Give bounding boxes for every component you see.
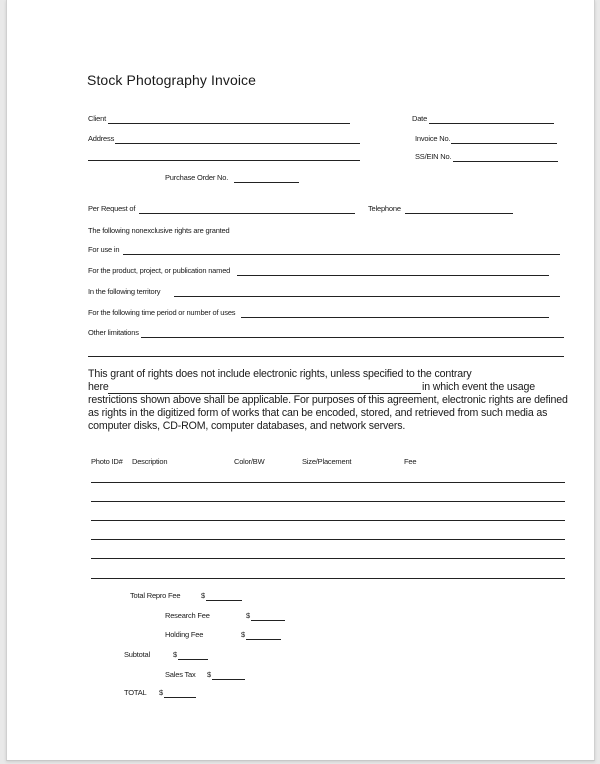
rights-paragraph-line2-start: here bbox=[88, 381, 109, 393]
territory-field[interactable] bbox=[174, 296, 560, 297]
per-request-field[interactable] bbox=[139, 213, 355, 214]
other-limitations-field-line2[interactable] bbox=[88, 356, 564, 357]
column-photo-id: Photo ID# bbox=[91, 457, 123, 466]
product-field[interactable] bbox=[237, 275, 549, 276]
invoice-no-field[interactable] bbox=[451, 143, 557, 144]
column-description: Description bbox=[132, 457, 168, 466]
rights-paragraph-line3: restrictions shown above shall be applicable. For purposes of this agreement, electronic rights are defined bbox=[88, 394, 568, 406]
rights-granted-label: The following nonexclusive rights are granted bbox=[88, 226, 230, 235]
table-row[interactable] bbox=[91, 482, 565, 483]
date-label: Date bbox=[412, 114, 428, 123]
address-label: Address bbox=[88, 134, 115, 143]
table-row[interactable] bbox=[91, 520, 565, 521]
invoice-page bbox=[6, 0, 595, 761]
table-row[interactable] bbox=[91, 501, 565, 502]
rights-paragraph-line5: computer disks, CD-ROM, computer databases, and network servers. bbox=[88, 420, 406, 432]
sales-tax-label: Sales Tax bbox=[165, 670, 196, 679]
subtotal-field[interactable] bbox=[178, 659, 208, 660]
currency-symbol: $ bbox=[173, 650, 177, 659]
table-row[interactable] bbox=[91, 558, 565, 559]
table-row[interactable] bbox=[91, 539, 565, 540]
currency-symbol: $ bbox=[207, 670, 211, 679]
currency-symbol: $ bbox=[159, 688, 163, 697]
client-label: Client bbox=[88, 114, 106, 123]
total-field[interactable] bbox=[164, 697, 196, 698]
address-field[interactable] bbox=[115, 143, 360, 144]
column-color-bw: Color/BW bbox=[234, 457, 265, 466]
ss-ein-field[interactable] bbox=[453, 161, 558, 162]
page-title: Stock Photography Invoice bbox=[87, 72, 257, 88]
currency-symbol: $ bbox=[201, 591, 205, 600]
subtotal-label: Subtotal bbox=[124, 650, 150, 659]
ss-ein-label: SS/EIN No. bbox=[415, 152, 452, 161]
research-fee-field[interactable] bbox=[251, 620, 285, 621]
holding-fee-field[interactable] bbox=[246, 639, 281, 640]
date-field[interactable] bbox=[429, 123, 554, 124]
time-period-field[interactable] bbox=[241, 317, 549, 318]
other-limitations-field[interactable] bbox=[141, 337, 564, 338]
purchase-order-label: Purchase Order No. bbox=[165, 173, 229, 182]
rights-paragraph-line4: as rights in the digitized form of works that can be encoded, stored, and retrieved from such media as bbox=[88, 407, 548, 419]
total-label: TOTAL bbox=[124, 688, 147, 697]
territory-label: In the following territory bbox=[88, 287, 161, 296]
total-repro-fee-label: Total Repro Fee bbox=[130, 591, 181, 600]
address-field-line2[interactable] bbox=[88, 160, 360, 161]
currency-symbol: $ bbox=[241, 630, 245, 639]
time-period-label: For the following time period or number of uses bbox=[88, 308, 236, 317]
for-use-in-label: For use in bbox=[88, 245, 120, 254]
research-fee-label: Research Fee bbox=[165, 611, 210, 620]
product-label: For the product, project, or publication named bbox=[88, 266, 231, 275]
rights-paragraph-line2-end: in which event the usage bbox=[422, 381, 536, 393]
column-fee: Fee bbox=[404, 457, 417, 466]
per-request-label: Per Request of bbox=[88, 204, 136, 213]
other-limitations-label: Other limitations bbox=[88, 328, 139, 337]
invoice-no-label: Invoice No. bbox=[415, 134, 451, 143]
rights-paragraph-line1: This grant of rights does not include electronic rights, unless specified to the contrary bbox=[88, 368, 472, 380]
purchase-order-field[interactable] bbox=[234, 182, 299, 183]
client-field[interactable] bbox=[108, 123, 350, 124]
total-repro-fee-field[interactable] bbox=[206, 600, 242, 601]
column-size-placement: Size/Placement bbox=[302, 457, 352, 466]
currency-symbol: $ bbox=[246, 611, 250, 620]
sales-tax-field[interactable] bbox=[212, 679, 245, 680]
table-row[interactable] bbox=[91, 578, 565, 579]
for-use-in-field[interactable] bbox=[123, 254, 560, 255]
holding-fee-label: Holding Fee bbox=[165, 630, 204, 639]
telephone-label: Telephone bbox=[368, 204, 401, 213]
telephone-field[interactable] bbox=[405, 213, 513, 214]
